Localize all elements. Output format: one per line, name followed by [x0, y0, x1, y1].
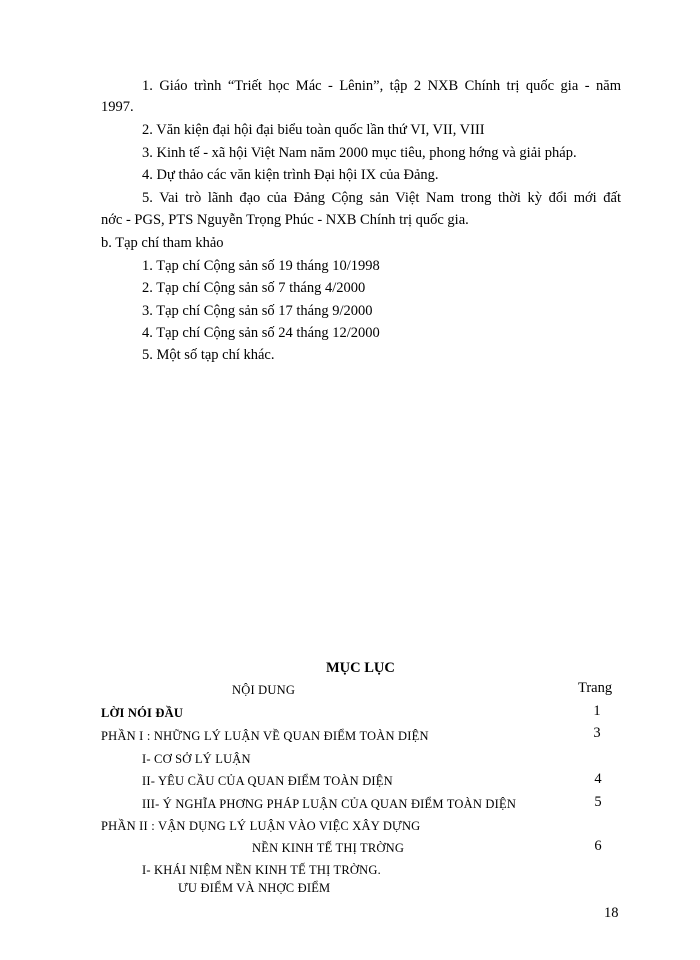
toc-entry-co-so-ly-luan: I- CƠ SỞ LÝ LUẬN: [142, 752, 251, 766]
page-number: 18: [604, 905, 619, 921]
toc-page-nen-kinh-te: 6: [594, 838, 602, 854]
toc-entry-yeu-cau: II- YÊU CẦU CỦA QUAN ĐIỂM TOÀN DIỆN: [142, 774, 393, 788]
ref-book-1-line-2: 1997.: [101, 99, 134, 115]
toc-column-content: NỘI DUNG: [232, 683, 296, 697]
journal-item-4: 4. Tạp chí Cộng sản số 24 tháng 12/2000: [142, 325, 380, 341]
journal-item-1: 1. Tạp chí Cộng sản số 19 tháng 10/1998: [142, 258, 380, 274]
toc-entry-phan-2: PHẦN II : VẬN DỤNG LÝ LUẬN VÀO VIỆC XÂY DỰNG: [101, 819, 421, 833]
toc-entry-loi-noi-dau: LỜI NÓI ĐẦU: [101, 706, 184, 720]
toc-entry-nen-kinh-te: NỀN KINH TẾ THỊ TRỜNG: [252, 841, 405, 855]
ref-book-1-line-1: 1. Giáo trình “Triết học Mác - Lênin”, tập 2 NXB Chính trị quốc gia - năm: [142, 78, 621, 94]
toc-entry-phan-1: PHẦN I : NHỮNG LÝ LUẬN VỀ QUAN ĐIỂM TOÀN DIỆN: [101, 729, 429, 743]
toc-entry-khai-niem: I- KHÁI NIỆM NỀN KINH TẾ THỊ TRỜNG.: [142, 863, 381, 877]
toc-entry-y-nghia: III- Ý NGHĨA PHƠNG PHÁP LUẬN CỦA QUAN ĐIỂM TOÀN DIỆN: [142, 797, 517, 811]
ref-book-3: 3. Kinh tế - xã hội Việt Nam năm 2000 mục tiêu, phong hớng và giải pháp.: [142, 145, 577, 161]
ref-book-4: 4. Dự thảo các văn kiện trình Đại hội IX của Đảng.: [142, 167, 439, 183]
toc-page-loi-noi-dau: 1: [593, 703, 601, 719]
journals-heading: b. Tạp chí tham khảo: [101, 235, 224, 251]
ref-book-5-line-2: nớc - PGS, PTS Nguyễn Trọng Phúc - NXB Chính trị quốc gia.: [101, 212, 469, 228]
toc-page-yeu-cau: 4: [594, 771, 602, 787]
toc-entry-uu-diem: ƯU ĐIỂM VÀ NHỢC ĐIỂM: [178, 881, 331, 895]
toc-page-y-nghia: 5: [594, 794, 602, 810]
ref-book-5-line-1: 5. Vai trò lãnh đạo của Đảng Cộng sản Việt Nam trong thời kỳ đổi mới đất: [142, 190, 621, 206]
toc-title: MỤC LỤC: [326, 660, 395, 676]
journal-item-5: 5. Một số tạp chí khác.: [142, 347, 275, 363]
journal-item-3: 3. Tạp chí Cộng sản số 17 tháng 9/2000: [142, 303, 373, 319]
toc-column-page: Trang: [578, 680, 613, 696]
ref-book-2: 2. Văn kiện đại hội đại biểu toàn quốc lần thứ VI, VII, VIII: [142, 122, 485, 138]
journal-item-2: 2. Tạp chí Cộng sản số 7 tháng 4/2000: [142, 280, 366, 296]
toc-page-phan-1: 3: [593, 725, 601, 741]
